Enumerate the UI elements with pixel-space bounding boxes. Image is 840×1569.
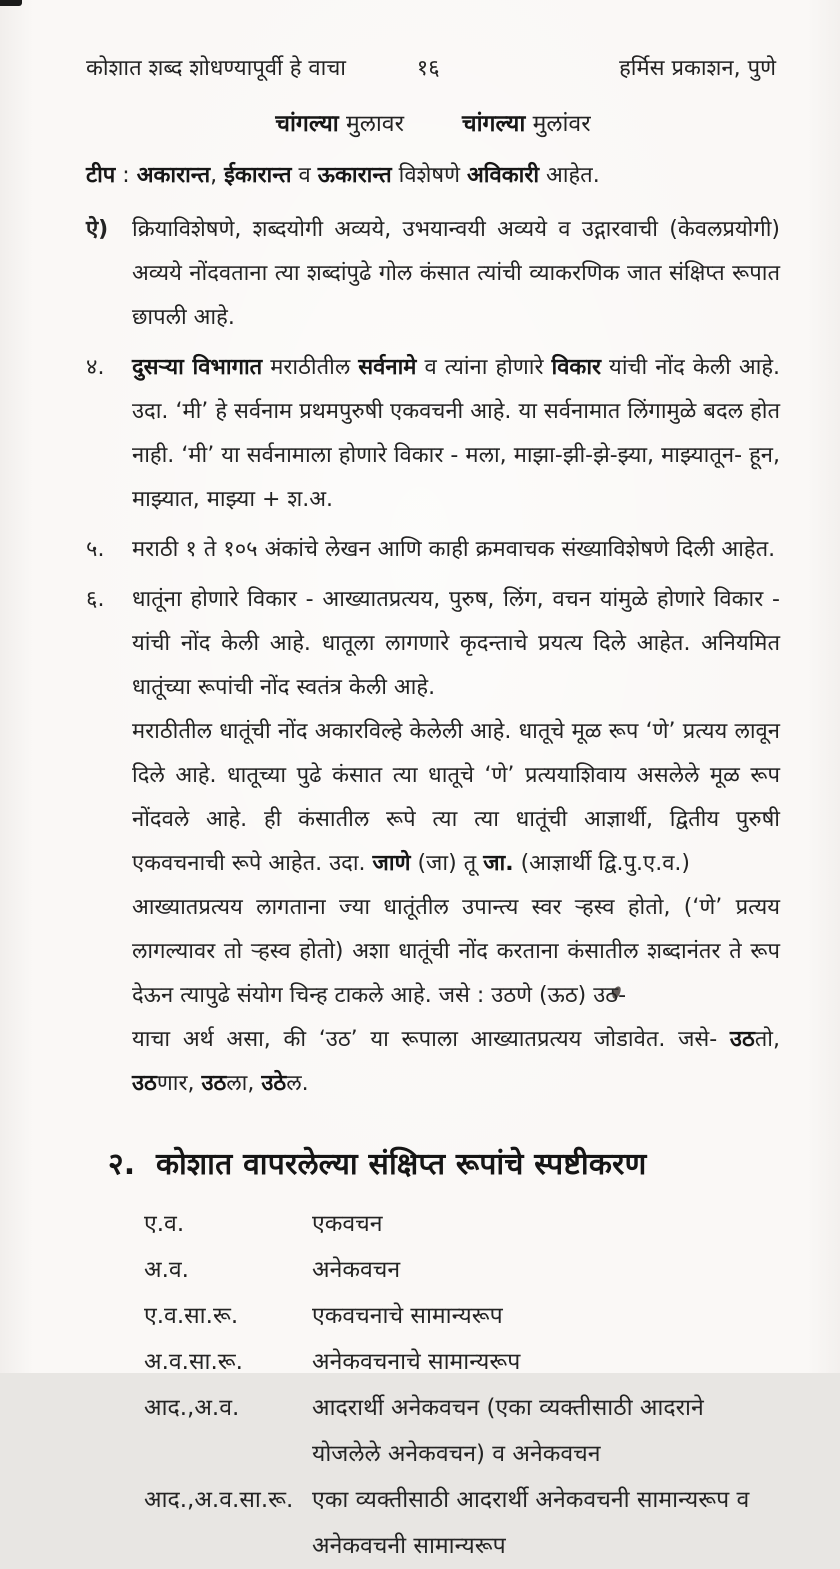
item-text: धातूंना होणारे विकार - आख्यातप्रत्यय, पुरुष, लिंग, वचन यांमुळे होणारे विकार - यांची नोंद केली आहे. धातूला लागणारे कृदन्ताचे प्रयत्य दिले आहेत. अनियमित धातूंच्या रूपांची नोंद स्वतंत्र केली आहे. xyxy=(132,587,780,700)
paragraph-verb-listing: मराठीतील धातूंची नोंद अकारविल्हे केलेली आहे. धातूचे मूळ रूप ‘णे’ प्रत्यय लावून दिले आहे. धातूच्या पुढे कंसात त्या धातूचे ‘णे’ प्रत्ययाशिवाय असलेले मूळ रूप नोंदवले आहे. ही कंसातील रूपे त्या त्या धातूंची आज्ञार्थी, द्वितीय पुरुषी एकवचनाची रूपे आहेत. उदा. जाणे (जा) तू जा. (आज्ञार्थी द्वि.पु.ए.व.) xyxy=(132,719,780,876)
abbreviation-row xyxy=(144,1293,754,1339)
list-item-4 xyxy=(86,346,780,522)
abbreviation-meaning: एकवचन xyxy=(312,1211,383,1237)
abbreviation-row xyxy=(144,1201,754,1247)
list-item-5 xyxy=(86,528,780,572)
abbreviation-row xyxy=(144,1247,754,1293)
abbreviation: आद.,अ.व. xyxy=(144,1395,240,1421)
scan-corner-artifact xyxy=(0,0,22,6)
page-number: १६ xyxy=(416,56,440,81)
abbreviation-row xyxy=(144,1385,754,1477)
abbreviation-meaning: आदरार्थी अनेकवचन (एका व्यक्तीसाठी आदराने योजलेले अनेकवचन) व अनेकवचन xyxy=(312,1395,704,1467)
abbreviation-meaning: एकवचनाचे सामान्यरूप xyxy=(312,1303,503,1329)
page-content xyxy=(86,98,780,1569)
abbreviation-table xyxy=(144,1201,754,1569)
abbreviation-meaning: अनेकवचन xyxy=(312,1257,401,1283)
example-row xyxy=(86,106,780,138)
abbreviation: ए.व. xyxy=(144,1211,185,1237)
section-number: २. xyxy=(108,1147,136,1182)
item-text: मराठी १ ते १०५ अंकांचे लेखन आणि काही क्रमवाचक संख्याविशेषणे दिली आहेत. xyxy=(132,537,776,562)
paragraph-meaning: याचा अर्थ असा, की ‘उठ’ या रूपाला आख्यातप्रत्यय जोडावेत. जसे- उठतो, उठणार, उठला, उठेल. xyxy=(132,1027,780,1096)
page-header xyxy=(86,52,776,84)
section-title: कोशात वापरलेल्या संक्षिप्त रूपांचे स्पष्टीकरण xyxy=(156,1147,647,1182)
abbreviation: आद.,अ.व.सा.रू. xyxy=(144,1487,294,1513)
item-label: ऐ) xyxy=(86,217,109,242)
item-label: ६. xyxy=(86,587,105,612)
item-label: ५. xyxy=(86,537,105,562)
note-line: टीप : अकारान्त, ईकारान्त व ऊकारान्त विशेषणे अविकारी आहेत. xyxy=(86,163,600,188)
example-phrase-1: चांगल्या मुलावर xyxy=(275,111,404,137)
abbreviation-meaning: अनेकवचनाचे सामान्यरूप xyxy=(312,1349,521,1375)
abbreviation-meaning: एका व्यक्तीसाठी आदरार्थी अनेकवचनी सामान्यरूप व अनेकवचनी सामान्यरूप xyxy=(312,1487,750,1559)
publisher-name: हर्मिस प्रकाशन, पुणे xyxy=(619,56,776,81)
example-phrase-2: चांगल्या मुलांवर xyxy=(462,111,591,137)
abbreviation: ए.व.सा.रू. xyxy=(144,1303,239,1329)
item-text: क्रियाविशेषणे, शब्दयोगी अव्यये, उभयान्वयी अव्यये व उद्गारवाची (केवलप्रयोगी) अव्यये नोंदवताना त्या शब्दांपुढे गोल कंसात त्यांची व्याकरणिक जात संक्षिप्त रूपात छापली आहे. xyxy=(132,217,780,330)
abbreviation-row xyxy=(144,1477,754,1569)
abbreviation: अ.व. xyxy=(144,1257,189,1283)
running-head-left: कोशात शब्द शोधण्यापूर्वी हे वाचा xyxy=(86,56,347,81)
paragraph-vowel-shortening: आख्यातप्रत्यय लागताना ज्या धातूंतील उपान्त्य स्वर ऱ्हस्व होतो, (‘णे’ प्रत्यय लागल्यावर तो ऱ्हस्व होतो) अशा धातूंची नोंद करताना कंसातील शब्दानंतर ते रूप देऊन त्यापुढे संयोग चिन्ह टाकले आहे. जसे : उठणे (ऊठ) उठ- xyxy=(132,895,780,1008)
abbreviation: अ.व.सा.रू. xyxy=(144,1349,243,1375)
list-item-6 xyxy=(86,578,780,710)
item-text: दुसऱ्या विभागात मराठीतील सर्वनामे व त्यांना होणारे विकार यांची नोंद केली आहे. उदा. ‘मी’ हे सर्वनाम प्रथमपुरुषी एकवचनी आहे. या सर्वनामात लिंगामुळे बदल होत नाही. ‘मी’ या सर्वनामाला होणारे विकार - मला, माझा-झी-झे-झ्या, माझ्यातून- हून, माझ्यात, माझ्या + श.अ. xyxy=(132,355,780,512)
abbreviation-row xyxy=(144,1339,754,1385)
item-label: ४. xyxy=(86,355,105,380)
section-heading xyxy=(108,1142,780,1183)
list-item-ai xyxy=(86,208,780,340)
